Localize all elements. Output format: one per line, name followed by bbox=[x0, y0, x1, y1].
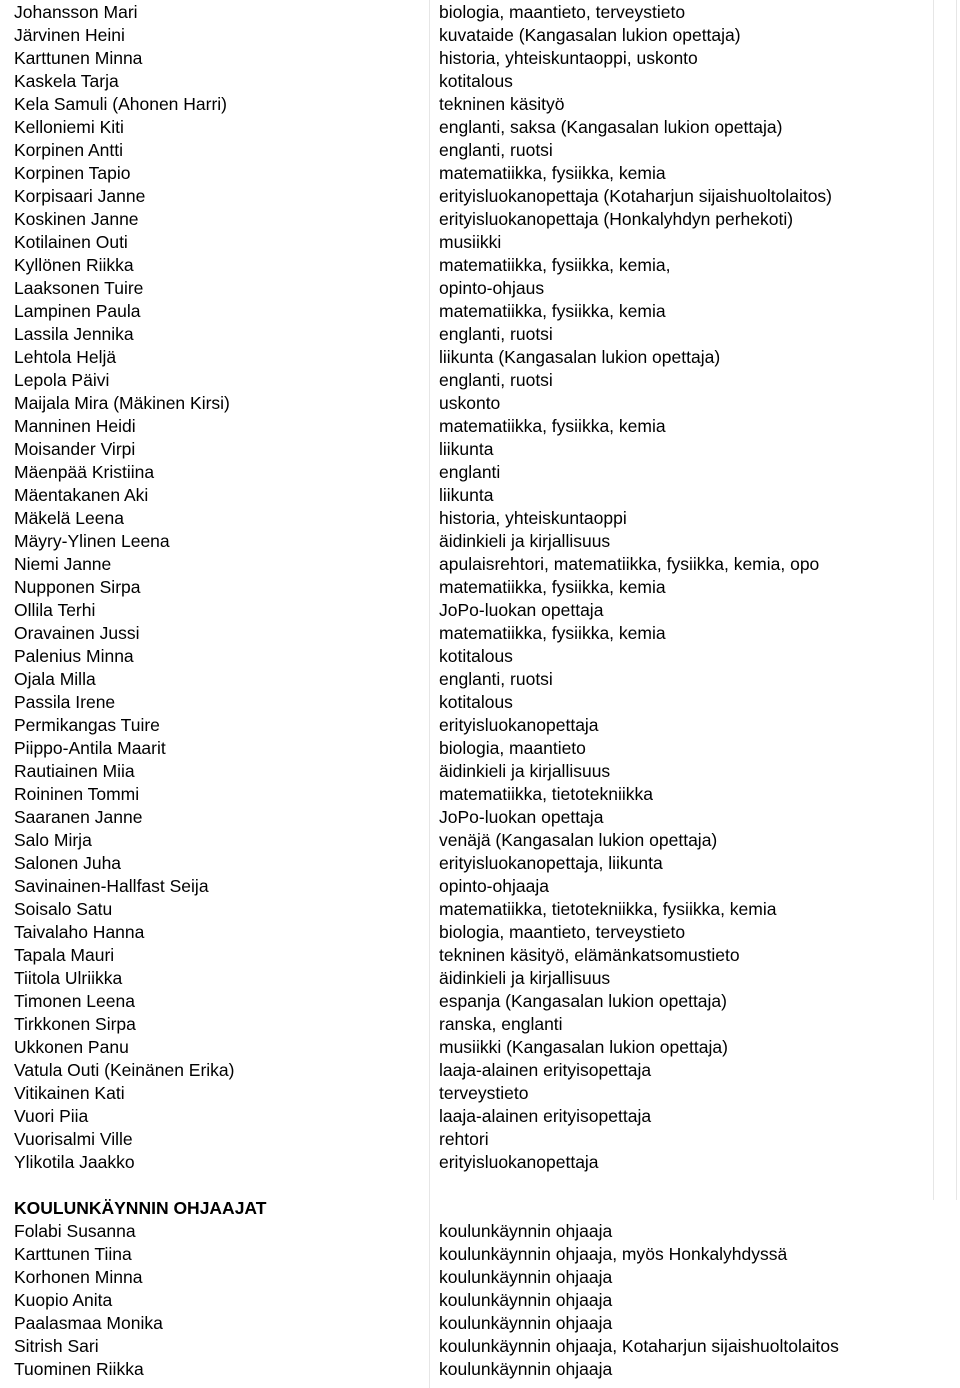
table-row bbox=[0, 897, 960, 920]
person-name: Tiitola Ulriikka bbox=[14, 968, 123, 988]
table-row bbox=[0, 46, 960, 69]
table-row bbox=[0, 23, 960, 46]
person-role: liikunta bbox=[439, 439, 494, 459]
table-row bbox=[0, 598, 960, 621]
person-name: Korhonen Minna bbox=[14, 1267, 143, 1287]
person-role: kotitalous bbox=[439, 646, 513, 666]
person-name: Mäyry-Ylinen Leena bbox=[14, 531, 170, 551]
table-row bbox=[0, 1058, 960, 1081]
person-role: erityisluokanopettaja bbox=[439, 715, 599, 735]
table-row bbox=[0, 828, 960, 851]
grid-line bbox=[956, 0, 957, 1200]
person-name: Mäkelä Leena bbox=[14, 508, 124, 528]
table-row bbox=[0, 483, 960, 506]
person-role: englanti, ruotsi bbox=[439, 140, 553, 160]
person-role: englanti bbox=[439, 462, 501, 482]
section-heading: KOULUNKÄYNNIN OHJAAJAT bbox=[14, 1198, 267, 1218]
person-role: äidinkieli ja kirjallisuus bbox=[439, 761, 611, 781]
table-row bbox=[0, 851, 960, 874]
table-row bbox=[0, 0, 960, 23]
table-row bbox=[0, 184, 960, 207]
person-name: Tapala Mauri bbox=[14, 945, 115, 965]
person-role: matematiikka, fysiikka, kemia bbox=[439, 577, 666, 597]
person-name: Korpisaari Janne bbox=[14, 186, 146, 206]
person-name: Vatula Outi (Keinänen Erika) bbox=[14, 1060, 235, 1080]
table-row bbox=[0, 1127, 960, 1150]
person-name: Lepola Päivi bbox=[14, 370, 110, 390]
person-role: matematiikka, fysiikka, kemia bbox=[439, 623, 666, 643]
person-name: Johansson Mari bbox=[14, 2, 138, 22]
table-row bbox=[0, 805, 960, 828]
person-name: Lassila Jennika bbox=[14, 324, 134, 344]
person-name: Timonen Leena bbox=[14, 991, 135, 1011]
person-role: koulunkäynnin ohjaaja bbox=[439, 1313, 613, 1333]
person-role: erityisluokanopettaja (Honkalyhdyn perhekoti) bbox=[439, 209, 794, 229]
person-role: musiikki bbox=[439, 232, 502, 252]
person-name: Palenius Minna bbox=[14, 646, 134, 666]
person-role: historia, yhteiskuntaoppi bbox=[439, 508, 627, 528]
table-row bbox=[0, 368, 960, 391]
person-role: JoPo-luokan opettaja bbox=[439, 600, 604, 620]
table-row bbox=[0, 736, 960, 759]
grid-line bbox=[933, 0, 934, 1200]
person-name: Taivalaho Hanna bbox=[14, 922, 145, 942]
person-role: koulunkäynnin ohjaaja bbox=[439, 1359, 613, 1379]
person-role: erityisluokanopettaja, liikunta bbox=[439, 853, 663, 873]
table-row bbox=[0, 138, 960, 161]
person-name: Vuori Piia bbox=[14, 1106, 89, 1126]
person-role: matematiikka, fysiikka, kemia, bbox=[439, 255, 671, 275]
table-row bbox=[0, 253, 960, 276]
table-row bbox=[0, 1334, 960, 1357]
table-row bbox=[0, 552, 960, 575]
person-name: Piippo-Antila Maarit bbox=[14, 738, 166, 758]
person-name: Salonen Juha bbox=[14, 853, 122, 873]
person-role: erityisluokanopettaja bbox=[439, 1152, 599, 1172]
person-role: terveystieto bbox=[439, 1083, 529, 1103]
table-row bbox=[0, 667, 960, 690]
person-name: Manninen Heidi bbox=[14, 416, 136, 436]
person-role: äidinkieli ja kirjallisuus bbox=[439, 531, 611, 551]
table-row bbox=[0, 1081, 960, 1104]
person-name: Savinainen-Hallfast Seija bbox=[14, 876, 209, 896]
person-name: Kyllönen Riikka bbox=[14, 255, 134, 275]
table-row bbox=[0, 713, 960, 736]
person-role: liikunta bbox=[439, 485, 494, 505]
table-row bbox=[0, 460, 960, 483]
person-role: ranska, englanti bbox=[439, 1014, 563, 1034]
person-name: Kaskela Tarja bbox=[14, 71, 119, 91]
person-name: Sitrish Sari bbox=[14, 1336, 99, 1356]
person-role: koulunkäynnin ohjaaja, Kotaharjun sijaishuoltolaitos bbox=[439, 1336, 839, 1356]
person-role: opinto-ohjaus bbox=[439, 278, 545, 298]
table-row bbox=[0, 115, 960, 138]
person-role: englanti, saksa (Kangasalan lukion opettaja) bbox=[439, 117, 783, 137]
table-row bbox=[0, 276, 960, 299]
person-role: laaja-alainen erityisopettaja bbox=[439, 1060, 652, 1080]
person-name: Karttunen Tiina bbox=[14, 1244, 132, 1264]
table-row bbox=[0, 920, 960, 943]
person-name: Paalasmaa Monika bbox=[14, 1313, 163, 1333]
person-name: Folabi Susanna bbox=[14, 1221, 136, 1241]
table-row bbox=[0, 989, 960, 1012]
person-name: Permikangas Tuire bbox=[14, 715, 160, 735]
person-role: koulunkäynnin ohjaaja, myös Honkalyhdyssä bbox=[439, 1244, 788, 1264]
person-role: matematiikka, tietotekniikka bbox=[439, 784, 653, 804]
grid-line bbox=[429, 0, 430, 1388]
person-role: apulaisrehtori, matematiikka, fysiikka, kemia, opo bbox=[439, 554, 820, 574]
person-role: laaja-alainen erityisopettaja bbox=[439, 1106, 652, 1126]
table-row bbox=[0, 437, 960, 460]
person-role: kotitalous bbox=[439, 692, 513, 712]
person-role: matematiikka, fysiikka, kemia bbox=[439, 416, 666, 436]
table-row bbox=[0, 575, 960, 598]
person-role: uskonto bbox=[439, 393, 501, 413]
table-row bbox=[0, 529, 960, 552]
person-name: Lehtola Heljä bbox=[14, 347, 117, 367]
person-name: Järvinen Heini bbox=[14, 25, 125, 45]
table-row bbox=[0, 644, 960, 667]
person-name: Vitikainen Kati bbox=[14, 1083, 125, 1103]
person-role: kotitalous bbox=[439, 71, 513, 91]
person-role: liikunta (Kangasalan lukion opettaja) bbox=[439, 347, 721, 367]
table-row bbox=[0, 943, 960, 966]
table-row bbox=[0, 230, 960, 253]
person-role: opinto-ohjaaja bbox=[439, 876, 549, 896]
table-row bbox=[0, 621, 960, 644]
person-role: historia, yhteiskuntaoppi, uskonto bbox=[439, 48, 698, 68]
person-role: rehtori bbox=[439, 1129, 489, 1149]
person-role: kuvataide (Kangasalan lukion opettaja) bbox=[439, 25, 741, 45]
person-role: biologia, maantieto, terveystieto bbox=[439, 2, 686, 22]
table-row bbox=[0, 1265, 960, 1288]
person-role: matematiikka, fysiikka, kemia bbox=[439, 301, 666, 321]
person-name: Ylikotila Jaakko bbox=[14, 1152, 135, 1172]
person-name: Ojala Milla bbox=[14, 669, 96, 689]
person-role: matematiikka, fysiikka, kemia bbox=[439, 163, 666, 183]
table-row bbox=[0, 69, 960, 92]
table-row bbox=[0, 414, 960, 437]
person-role: musiikki (Kangasalan lukion opettaja) bbox=[439, 1037, 728, 1057]
table-row bbox=[0, 1311, 960, 1334]
person-name: Rautiainen Miia bbox=[14, 761, 135, 781]
person-role: JoPo-luokan opettaja bbox=[439, 807, 604, 827]
person-name: Laaksonen Tuire bbox=[14, 278, 144, 298]
person-name: Vuorisalmi Ville bbox=[14, 1129, 133, 1149]
table-row bbox=[0, 1288, 960, 1311]
table-row bbox=[0, 782, 960, 805]
person-name: Saaranen Janne bbox=[14, 807, 143, 827]
table-row bbox=[0, 345, 960, 368]
person-name: Nupponen Sirpa bbox=[14, 577, 141, 597]
person-role: espanja (Kangasalan lukion opettaja) bbox=[439, 991, 727, 1011]
person-role: koulunkäynnin ohjaaja bbox=[439, 1267, 613, 1287]
person-name: Kela Samuli (Ahonen Harri) bbox=[14, 94, 228, 114]
person-role: englanti, ruotsi bbox=[439, 669, 553, 689]
table-row bbox=[0, 690, 960, 713]
person-role: tekninen käsityö, elämänkatsomustieto bbox=[439, 945, 740, 965]
table-row bbox=[0, 322, 960, 345]
person-role: englanti, ruotsi bbox=[439, 370, 553, 390]
person-role: koulunkäynnin ohjaaja bbox=[439, 1221, 613, 1241]
table-row bbox=[0, 506, 960, 529]
table-row bbox=[0, 966, 960, 989]
person-name: Karttunen Minna bbox=[14, 48, 143, 68]
table-row bbox=[0, 1357, 960, 1380]
table-row bbox=[0, 299, 960, 322]
person-role: biologia, maantieto, terveystieto bbox=[439, 922, 686, 942]
person-role: englanti, ruotsi bbox=[439, 324, 553, 344]
table-row bbox=[0, 874, 960, 897]
table-row bbox=[0, 92, 960, 115]
table-row bbox=[0, 1242, 960, 1265]
person-name: Korpinen Tapio bbox=[14, 163, 131, 183]
person-name: Tuominen Riikka bbox=[14, 1359, 144, 1379]
person-role: koulunkäynnin ohjaaja bbox=[439, 1290, 613, 1310]
table-row bbox=[0, 1012, 960, 1035]
person-name: Lampinen Paula bbox=[14, 301, 141, 321]
person-role: venäjä (Kangasalan lukion opettaja) bbox=[439, 830, 718, 850]
person-name: Salo Mirja bbox=[14, 830, 92, 850]
person-name: Mäentakanen Aki bbox=[14, 485, 149, 505]
person-name: Passila Irene bbox=[14, 692, 116, 712]
table-row bbox=[0, 1150, 960, 1173]
person-name: Kotilainen Outi bbox=[14, 232, 128, 252]
table-row bbox=[0, 207, 960, 230]
table-row bbox=[0, 391, 960, 414]
person-role: tekninen käsityö bbox=[439, 94, 565, 114]
person-name: Tirkkonen Sirpa bbox=[14, 1014, 136, 1034]
person-name: Soisalo Satu bbox=[14, 899, 113, 919]
table-row bbox=[0, 1104, 960, 1127]
person-name: Moisander Virpi bbox=[14, 439, 136, 459]
person-name: Ukkonen Panu bbox=[14, 1037, 129, 1057]
person-name: Kelloniemi Kiti bbox=[14, 117, 124, 137]
person-name: Korpinen Antti bbox=[14, 140, 123, 160]
person-role: matematiikka, tietotekniikka, fysiikka, kemia bbox=[439, 899, 777, 919]
person-role: biologia, maantieto bbox=[439, 738, 586, 758]
table-row bbox=[0, 161, 960, 184]
person-name: Roininen Tommi bbox=[14, 784, 140, 804]
table-row bbox=[0, 759, 960, 782]
person-name: Ollila Terhi bbox=[14, 600, 96, 620]
person-role: erityisluokanopettaja (Kotaharjun sijaishuoltolaitos) bbox=[439, 186, 832, 206]
person-name: Mäenpää Kristiina bbox=[14, 462, 155, 482]
person-name: Oravainen Jussi bbox=[14, 623, 140, 643]
section-heading-row bbox=[0, 1196, 960, 1219]
person-name: Niemi Janne bbox=[14, 554, 112, 574]
table-row bbox=[0, 1219, 960, 1242]
person-role: äidinkieli ja kirjallisuus bbox=[439, 968, 611, 988]
person-name: Maijala Mira (Mäkinen Kirsi) bbox=[14, 393, 230, 413]
person-name: Koskinen Janne bbox=[14, 209, 139, 229]
table-row bbox=[0, 1035, 960, 1058]
person-name: Kuopio Anita bbox=[14, 1290, 113, 1310]
